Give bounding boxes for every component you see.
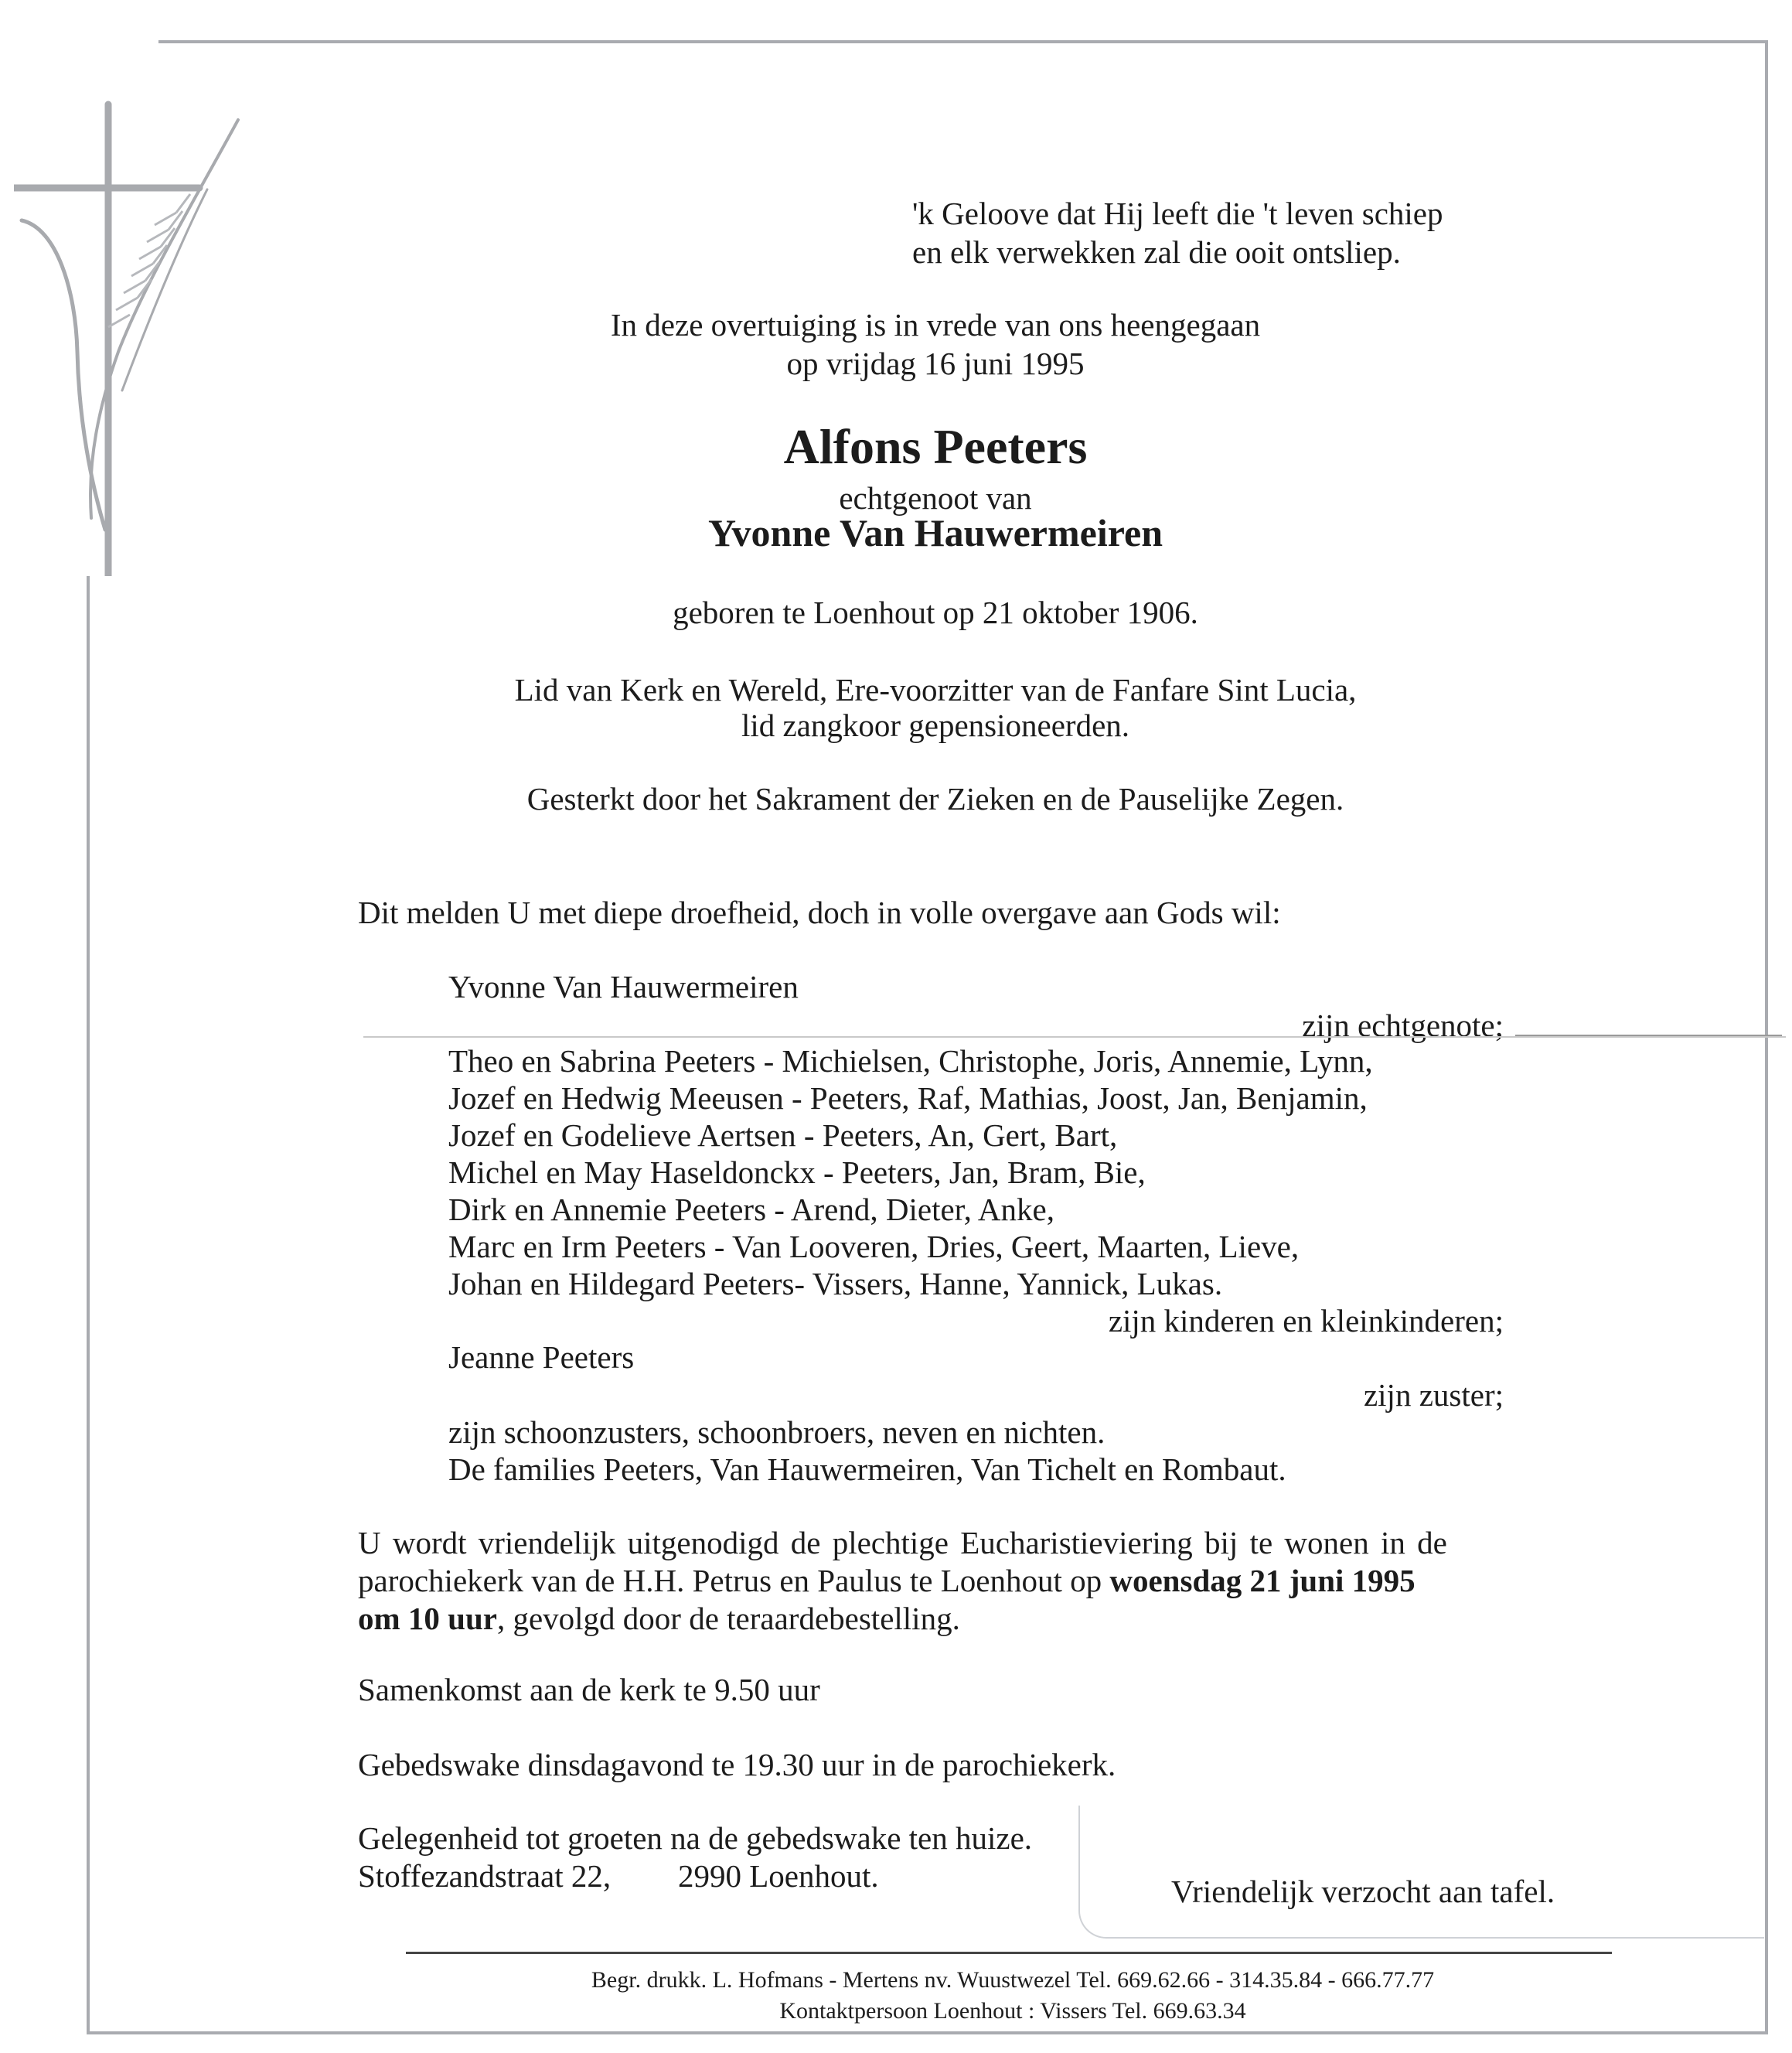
child-family-row: Michel en May Haseldonckx - Peeters, Jan, Bram, Bie, [448,1154,1146,1190]
announcement-line-2: op vrijdag 16 juni 1995 [786,346,1085,381]
ceremony-time: om 10 uur [358,1601,497,1636]
families-line: De families Peeters, Van Hauwermeiren, Van Tichelt en Rombaut. [448,1451,1286,1487]
children-role: zijn kinderen en kleinkinderen; [1108,1303,1504,1339]
address-street: Stoffezandstraat 22, [358,1858,612,1894]
birth-text: geboren te Loenhout op 21 oktober 1906. [673,595,1198,630]
fold-line [363,1036,1786,1038]
sacrament-text: Gesterkt door het Sakrament der Zieken en de Pauselijke Zegen. [526,781,1344,817]
printer-credit: Begr. drukk. L. Hofmans - Mertens nv. Wuustwezel Tel. 669.62.66 - 314.35.84 - 666.77.77 [591,1967,1435,1993]
ceremony-line-3 [358,1603,960,1635]
address-city: 2990 Loenhout. [678,1858,879,1894]
sister-name: Jeanne Peeters [448,1339,635,1375]
membership-line-2: lid zangkoor gepensioneerden. [741,708,1130,743]
ceremony-text: parochiekerk van de H.H. Petrus en Paulus te Loenhout op [358,1563,1102,1598]
motto-line-1: 'k Geloove dat Hij leeft die 't leven schiep [912,196,1443,231]
child-family-row: Jozef en Godelieve Aertsen - Peeters, An, Gert, Bart, [448,1117,1118,1153]
border-bottom [87,2031,1768,2034]
child-family-row: Theo en Sabrina Peeters - Michielsen, Christophe, Joris, Annemie, Lynn, [448,1043,1373,1079]
border-top [158,40,1766,43]
condolences-line: Gelegenheid tot groeten na de gebedswake ten huize. [358,1820,1033,1856]
membership-line-1: Lid van Kerk en Wereld, Ere-voorzitter van de Fanfare Sint Lucia, [514,672,1357,708]
motto-line-2: en elk verwekken zal die ooit ontsliep. [912,234,1401,270]
ceremony-date: woensdag 21 juni 1995 [1109,1563,1416,1598]
family-spouse-role: zijn echtgenote; [1302,1008,1504,1043]
gathering-text: Samenkomst aan de kerk te 9.50 uur [358,1672,820,1707]
child-family-row: Dirk en Annemie Peeters - Arend, Dieter, Anke, [448,1192,1054,1227]
vigil-text: Gebedswake dinsdagavond te 19.30 uur in de parochiekerk. [358,1747,1116,1782]
child-family-row: Jozef en Hedwig Meeusen - Peeters, Raf, Mathias, Joost, Jan, Benjamin, [448,1080,1368,1116]
relation-text: echtgenoot van [839,480,1032,516]
cross-wheat-icon [14,97,261,576]
child-family-row: Johan en Hildegard Peeters- Vissers, Hanne, Yannick, Lukas. [448,1266,1223,1301]
mourners-intro: Dit melden U met diepe droefheid, doch in volle overgave aan Gods wil: [358,895,1281,930]
border-left [87,576,90,2033]
deceased-name: Alfons Peeters [783,419,1088,474]
fold-line-edge [1515,1035,1782,1036]
ceremony-burial: , gevolgd door de teraardebestelling. [496,1601,960,1636]
table-note: Vriendelijk verzocht aan tafel. [1171,1874,1555,1909]
table-note-box [1078,1806,1764,1939]
spouse-name-heading: Yvonne Van Hauwermeiren [707,511,1163,554]
footer-rule [406,1952,1612,1954]
contact-person: Kontaktpersoon Loenhout : Vissers Tel. 669.63.34 [779,1998,1246,2024]
ceremony-line-1: U wordt vriendelijk uitgenodigd de plechtige Eucharistieviering bij te wonen in de [358,1525,1447,1560]
child-family-row: Marc en Irm Peeters - Van Looveren, Dries, Geert, Maarten, Lieve, [448,1229,1300,1264]
extended-family: zijn schoonzusters, schoonbroers, neven en nichten. [448,1414,1106,1450]
family-spouse-name: Yvonne Van Hauwermeiren [448,969,799,1004]
ceremony-line-2 [358,1565,1416,1597]
sister-role: zijn zuster; [1363,1377,1504,1413]
announcement-line-1: In deze overtuiging is in vrede van ons heengegaan [610,307,1261,343]
